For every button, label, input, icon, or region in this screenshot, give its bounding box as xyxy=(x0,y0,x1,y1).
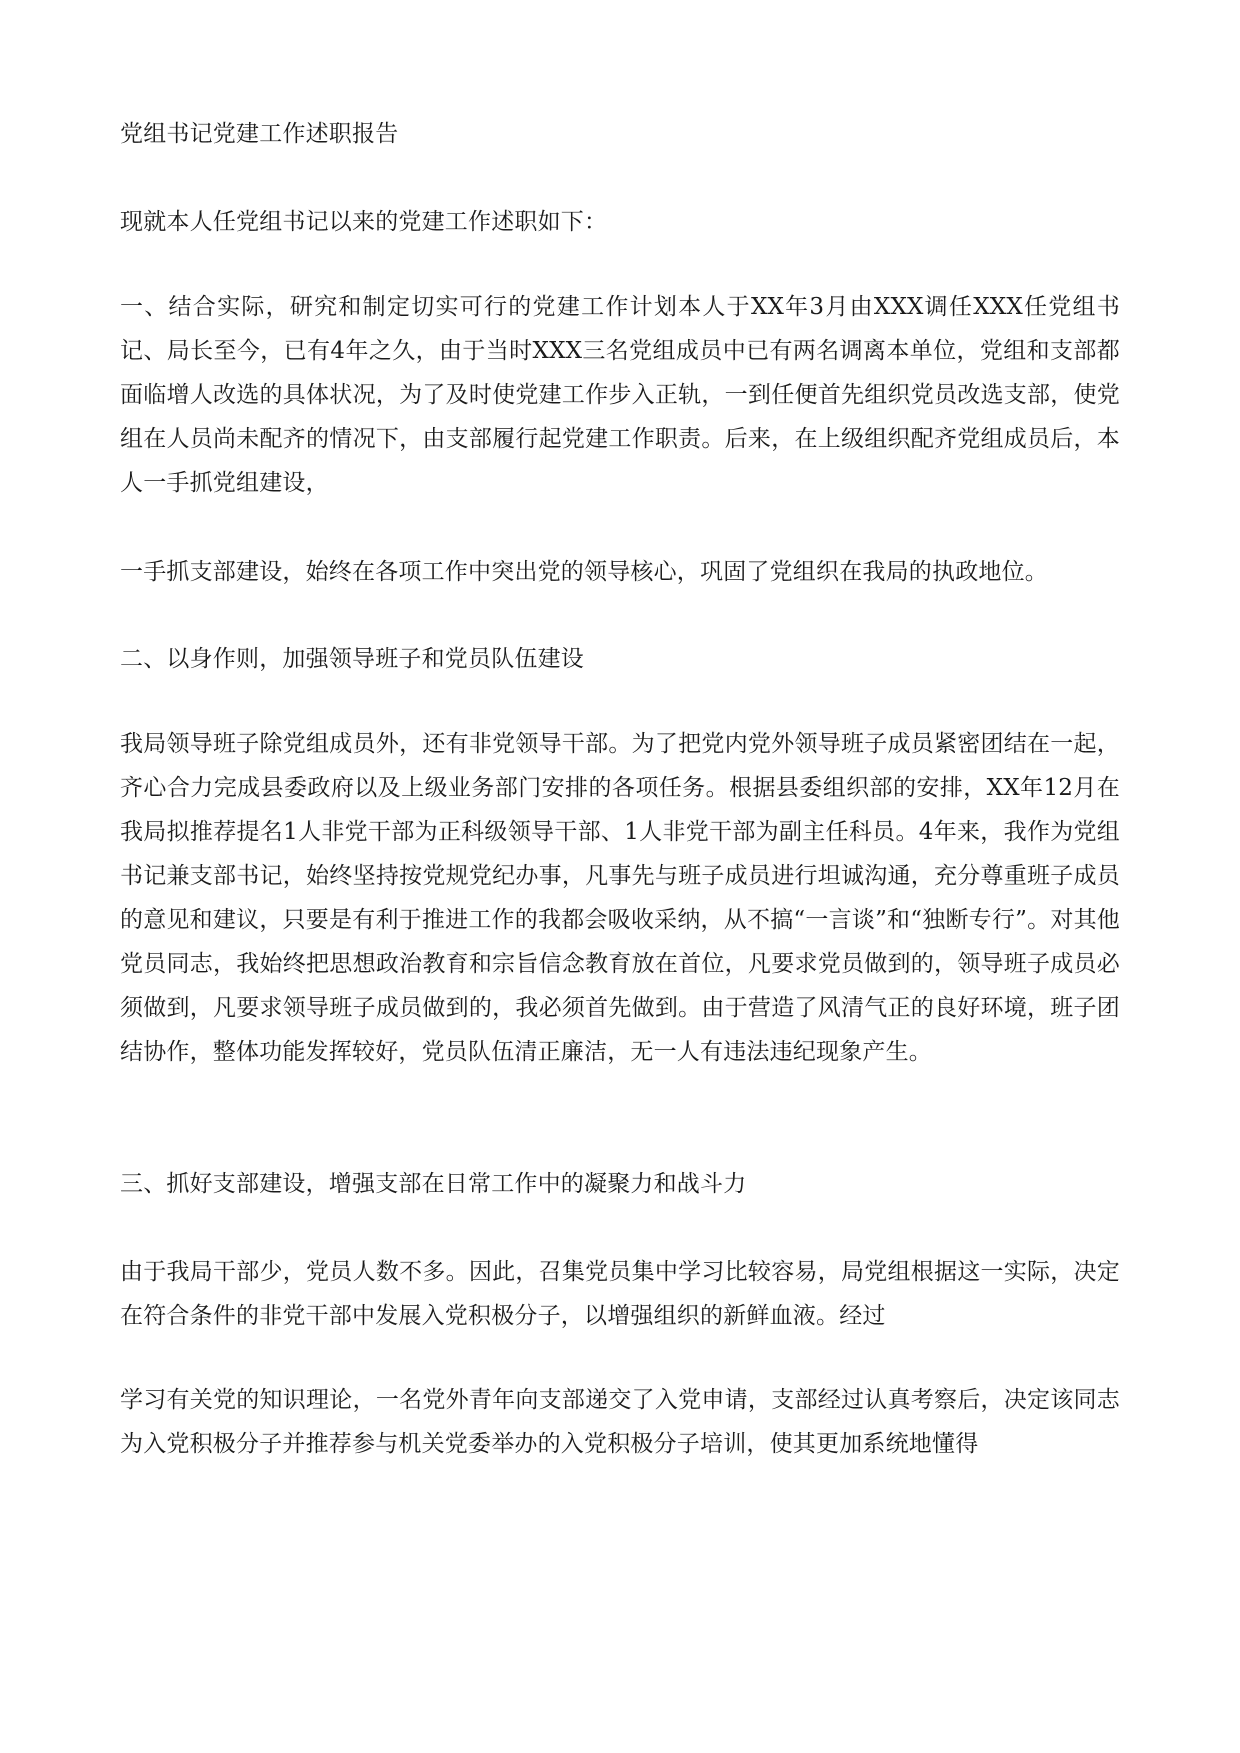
paragraph-intro: 现就本人任党组书记以来的党建工作述职如下： xyxy=(120,209,608,235)
paragraph-section-1-continued: 一手抓支部建设，始终在各项工作中突出党的领导核心，巩固了党组织在我局的执政地位。 xyxy=(120,559,1048,585)
paragraph-section-3-continued: 学习有关党的知识理论，一名党外青年向支部递交了入党申请，支部经过认真考察后，决定该同志为入党积极分子并推荐参与机关党委举办的入党积极分子培训，使其更加系统地懂得 xyxy=(120,1387,1120,1457)
heading-section-3: 三、抓好支部建设，增强支部在日常工作中的凝聚力和战斗力 xyxy=(120,1171,747,1197)
heading-section-2: 二、以身作则，加强领导班子和党员队伍建设 xyxy=(120,646,584,672)
paragraph-section-1: 一、结合实际，研究和制定切实可行的党建工作计划本人于XX年3月由XXX调任XXX任党组书记、局长至今，已有4年之久，由于当时XXX三名党组成员中已有两名调离本单位，党组和支部都面临增人改选的具体状况，为了及时使党建工作步入正轨，一到任便首先组织党员改选支部，使党组在人员尚未配齐的情况下，由支部履行起党建工作职责。后来，在上级组织配齐党组成员后，本人一手抓党组建设， xyxy=(120,294,1120,496)
paragraph-section-3: 由于我局干部少，党员人数不多。因此，召集党员集中学习比较容易，局党组根据这一实际，决定在符合条件的非党干部中发展入党积极分子，以增强组织的新鲜血液。经过 xyxy=(120,1259,1120,1329)
document-title: 党组书记党建工作述职报告 xyxy=(120,121,399,147)
paragraph-section-2: 我局领导班子除党组成员外，还有非党领导干部。为了把党内党外领导班子成员紧密团结在一起，齐心合力完成县委政府以及上级业务部门安排的各项任务。根据县委组织部的安排，XX年12月在我局拟推荐提名1人非党干部为正科级领导干部、1人非党干部为副主任科员。4年来，我作为党组书记兼支部书记，始终坚持按党规党纪办事，凡事先与班子成员进行坦诚沟通，充分尊重班子成员的意见和建议，只要是有利于推进工作的我都会吸收采纳，从不搞“一言谈”和“独断专行”。对其他党员同志，我始终把思想政治教育和宗旨信念教育放在首位，凡要求党员做到的，领导班子成员必须做到，凡要求领导班子成员做到的，我必须首先做到。由于营造了风清气正的良好环境，班子团结协作，整体功能发挥较好，党员队伍清正廉洁，无一人有违法违纪现象产生。 xyxy=(120,731,1120,1065)
